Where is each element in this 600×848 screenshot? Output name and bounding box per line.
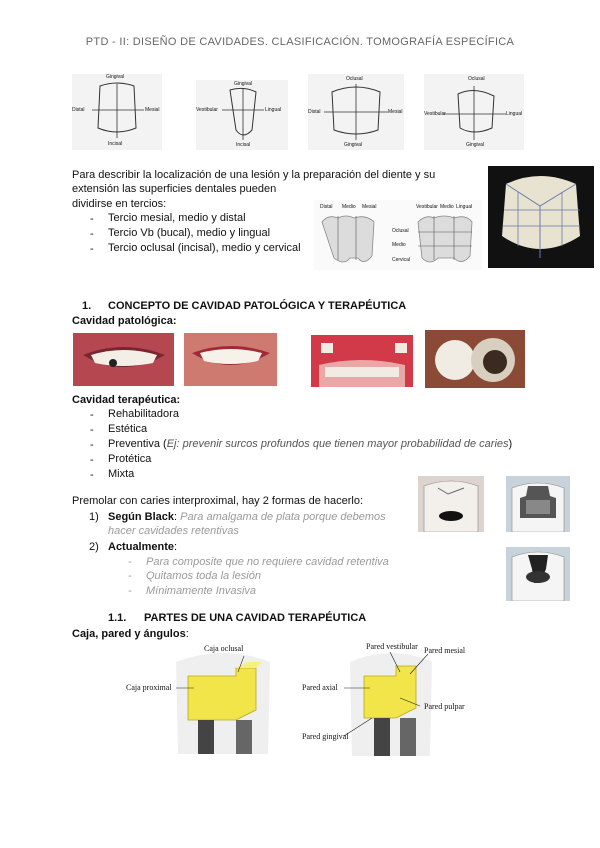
bullet-dash: - — [128, 570, 132, 582]
bullet-dash: - — [128, 556, 132, 568]
intro-line-3: dividirse en tercios: — [72, 198, 167, 210]
item-black-note: Para amalgama de plata porque debemos — [180, 511, 386, 523]
label-lingual: Lingual — [506, 111, 523, 117]
bullet-dash: - — [128, 585, 132, 597]
label-vestibular: Vestibular — [424, 111, 446, 117]
label-mesial: Mesial — [145, 107, 160, 113]
intro-line-2: extensión las superficies dentales pueden — [72, 183, 277, 195]
label-pared-pulpar: Pared pulpar — [424, 702, 465, 711]
section-title: PARTES DE UNA CAVIDAD TERAPÉUTICA — [144, 612, 367, 624]
label-medio: Medio — [392, 242, 406, 248]
bullet-dash: - — [90, 424, 94, 436]
premolar-modern-cavity-image — [506, 547, 570, 601]
list-item: Mixta — [108, 468, 135, 480]
label-oclusal: Oclusal — [468, 76, 485, 82]
label-cavidad-terapeutica: Cavidad terapéutica: — [72, 394, 181, 406]
molar-cavity-photo — [425, 330, 525, 388]
sub-item: Quitamos toda la lesión — [146, 570, 261, 582]
list-item: Protética — [108, 453, 152, 465]
label-medio: Medio — [342, 204, 356, 210]
intro-line-1: Para describir la localización de una lesión y la preparación del diente y su — [72, 169, 436, 181]
label-oclusal: Oclusal — [346, 76, 363, 82]
bullet-dash: - — [90, 228, 94, 240]
bullet-dash: - — [90, 409, 94, 421]
page-header: PTD - II: DISEÑO DE CAVIDADES. CLASIFICACIÓN. TOMOGRAFÍA ESPECÍFICA — [85, 36, 515, 48]
list-item-preventiva — [108, 437, 512, 452]
list-item: Tercio oclusal (incisal), medio y cervical — [108, 242, 301, 254]
item-number: 1) — [89, 511, 99, 523]
label-pared-mesial: Pared mesial — [424, 646, 466, 655]
item-black-note-2: hacer cavidades retentivas — [108, 525, 239, 537]
label-gingival: Gingival — [234, 81, 253, 87]
subtitle-label: Caja, pared y ángulos — [72, 628, 186, 640]
section-number: 1.1. — [108, 612, 127, 624]
cavity-walls-diagram — [300, 640, 476, 756]
item-number: 2) — [89, 541, 99, 553]
label-lingual: Lingual — [456, 204, 473, 210]
tooth-diagram-molar-side — [424, 74, 524, 150]
item-actualmente — [108, 540, 177, 554]
label-pared-vestibular: Pared vestibular — [366, 642, 418, 651]
label-gingival: Gingival — [106, 74, 125, 80]
label-pared-axial: Pared axial — [302, 683, 338, 692]
bullet-dash: - — [90, 469, 94, 481]
label-medio: Medio — [440, 204, 454, 210]
label-distal: Distal — [308, 109, 321, 115]
tooth-thirds-diagram — [314, 200, 482, 270]
premolar-intro: Premolar con caries interproximal, hay 2 formas de hacerlo: — [72, 495, 364, 507]
sub-item: Para composite que no requiere cavidad retentiva — [146, 556, 389, 568]
label-caja-oclusal: Caja oclusal — [204, 644, 244, 653]
list-item: Tercio mesial, medio y distal — [108, 212, 246, 224]
label-distal: Distal — [72, 107, 85, 113]
label-gingival: Gingival — [466, 142, 485, 148]
label-gingival: Gingival — [344, 142, 363, 148]
sub-item: Mínimamente Invasiva — [146, 585, 257, 597]
label-mesial: Mesial — [362, 204, 377, 210]
label-caja-proximal: Caja proximal — [126, 683, 172, 692]
label-oclusal: Oclusal — [392, 228, 409, 234]
bullet-dash: - — [90, 213, 94, 225]
label-incisal: Incisal — [236, 142, 251, 148]
preventiva-label: Preventiva ( — [108, 438, 167, 450]
cavity-boxes-diagram — [126, 640, 278, 754]
label-mesial: Mesial — [388, 109, 403, 115]
item-actualmente-label: Actualmente — [108, 541, 175, 553]
molar-3d-grid-image — [488, 166, 594, 268]
tooth-diagram-molar-front — [308, 74, 404, 150]
section-number: 1. — [82, 300, 92, 312]
item-black-label: Según Black — [108, 511, 175, 523]
label-vestibular: Vestibular — [196, 107, 218, 113]
section-title: CONCEPTO DE CAVIDAD PATOLÓGICA Y TERAPÉUTICA — [108, 300, 407, 312]
label-cervical: Cervical — [392, 257, 411, 263]
mouth-photo-3 — [311, 335, 413, 387]
premolar-black-cavity-image — [506, 476, 570, 532]
section-subtitle — [72, 627, 189, 641]
tooth-diagram-incisor-front — [72, 74, 162, 150]
preventiva-note: Ej: prevenir surcos profundos que tienen mayor probabilidad de caries — [166, 438, 509, 450]
label-cavidad-patologica: Cavidad patológica: — [72, 315, 177, 327]
label-distal: Distal — [320, 204, 333, 210]
label-pared-gingival: Pared gingival — [302, 732, 349, 741]
premolar-caries-image — [418, 476, 484, 532]
subtitle-sep: : — [185, 628, 189, 640]
label-incisal: Incisal — [108, 141, 123, 147]
bullet-dash: - — [90, 243, 94, 255]
item-black — [108, 510, 386, 524]
smile-photo-1 — [73, 333, 174, 386]
list-item: Rehabilitadora — [108, 408, 179, 420]
list-item: Estética — [108, 423, 148, 435]
list-item: Tercio Vb (bucal), medio y lingual — [108, 227, 271, 239]
preventiva-close: ) — [508, 438, 513, 450]
item-sep: : — [174, 541, 178, 553]
label-lingual: Lingual — [265, 107, 282, 113]
smile-photo-2 — [184, 333, 277, 386]
bullet-dash: - — [90, 439, 94, 451]
item-sep: : — [174, 511, 178, 523]
tooth-diagram-incisor-side — [196, 80, 288, 150]
bullet-dash: - — [90, 454, 94, 466]
label-vestibular: Vestibular — [416, 204, 438, 210]
